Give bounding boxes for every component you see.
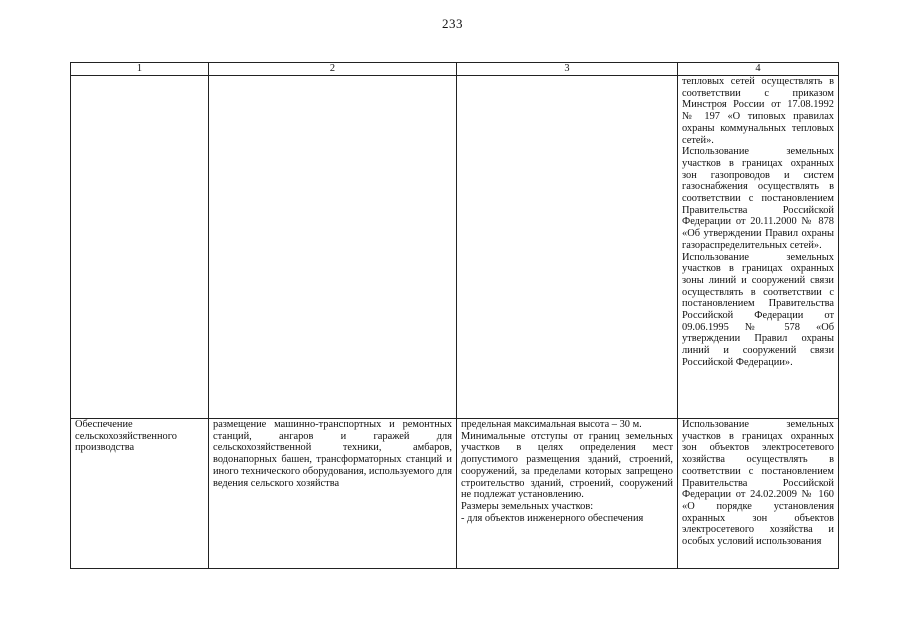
use-description: размещение машинно-транспортных и ремонтных станций, ангаров и гаражей для сельскохозяйственной техники, амбаров, водонапорных башен, трансформаторных станций и иного технического оборудования, используемого для ведения сельского хозяйства: [213, 419, 452, 489]
table-cell-use-type: [71, 76, 209, 419]
table-cell-use-type: [71, 419, 209, 569]
column-number-3: 3: [457, 63, 678, 76]
table-row: [71, 419, 839, 569]
page-number: 233: [442, 16, 463, 31]
table-cell-description: [209, 76, 457, 419]
table-cell-parameters: [457, 419, 678, 569]
table-cell-description: [209, 419, 457, 569]
regulation-table: [70, 62, 839, 569]
column-number-2: 2: [209, 63, 457, 76]
table-cell-restrictions: [678, 419, 839, 569]
parameter-paragraph: Минимальные отступы от границ земельных участков в целях определения мест допустимого размещения зданий, строений, сооружений, за пределами которых запрещено строительство зданий, строений, сооружений не подлежат установлению.: [461, 430, 673, 501]
restriction-paragraph: тепловых сетей осуществлять в соответствии с приказом Минстроя России от 17.08.1992 № 197 «О типовых правилах охраны коммунальных тепловых сетей».: [682, 76, 834, 146]
parameter-paragraph: - для объектов инженерного обеспечения: [461, 512, 644, 524]
column-number-1: 1: [71, 63, 209, 76]
column-number-row: [71, 63, 839, 76]
restriction-paragraph: Использование земельных участков в границах охранных зон объектов электросетевого хозяйства осуществлять в соответствии с постановлением Правительства Российской Федерации от 24.02.2009 № 160 «О порядке установления охранных зон объектов электросетевого хозяйства и особых условий использования: [682, 419, 834, 548]
table-cell-parameters: [457, 76, 678, 419]
parameter-paragraph: предельная максимальная высота – 30 м.: [461, 419, 642, 430]
column-number-4: 4: [678, 63, 839, 76]
table-row: [71, 76, 839, 419]
restriction-paragraph: Использование земельных участков в границах охранных зоны линий и сооружений связи осуществлять в соответствии с постановлением Правительства Российской Федерации от 09.06.1995 № 578 «Об утверждении Правил охраны линий и сооружений связи Российской Федерации».: [682, 251, 834, 368]
table-cell-restrictions: [678, 76, 839, 419]
parameter-paragraph: Размеры земельных участков:: [461, 500, 594, 512]
use-type-name: Обеспечение сельскохозяйственного производства: [75, 419, 177, 454]
restriction-paragraph: Использование земельных участков в границах охранных зон газопроводов и систем газоснабжения осуществлять в соответствии с постановлением Правительства Российской Федерации от 20.11.2000 № 878 «Об утверждении Правил охраны газораспределительных сетей».: [682, 146, 834, 251]
